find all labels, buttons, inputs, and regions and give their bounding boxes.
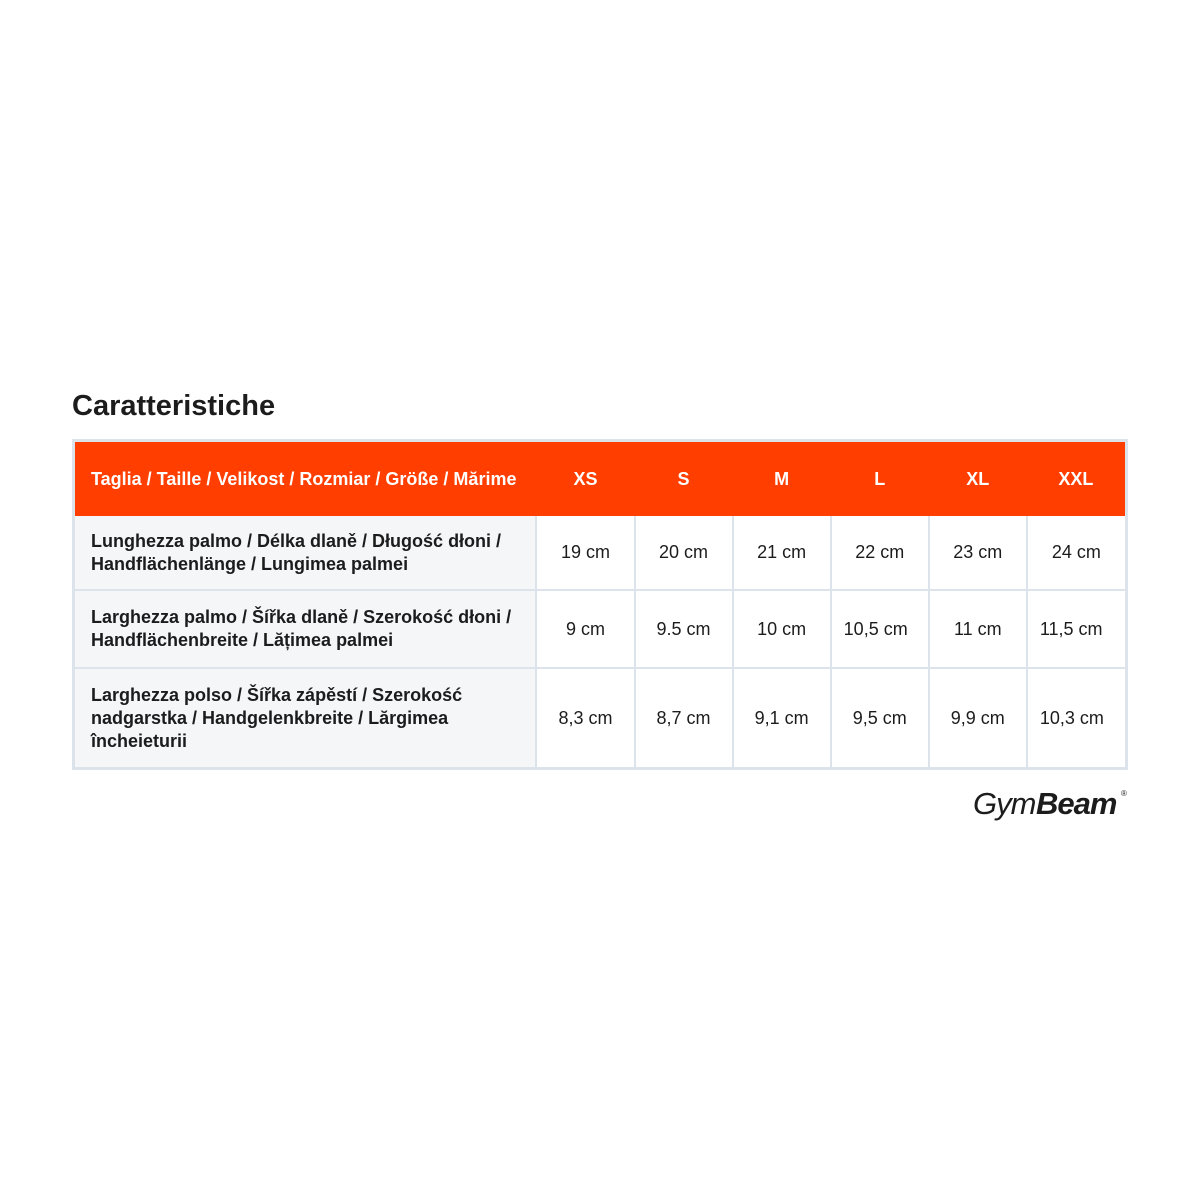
table-cell: 21 cm	[733, 516, 831, 590]
table-cell: 22 cm	[831, 516, 929, 590]
table-row	[75, 668, 1125, 767]
table-cell: 10,5 cm	[831, 590, 929, 668]
size-column-xl: XL	[929, 442, 1027, 516]
table-cell: 8,7 cm	[635, 668, 733, 767]
table-cell: 11 cm	[929, 590, 1027, 668]
registered-mark: ®	[1121, 789, 1127, 798]
row-label-palm-length: Lunghezza palmo / Délka dlaně / Długość dłoni / Handflächenlänge / Lungimea palmei	[75, 516, 536, 590]
table-cell: 20 cm	[635, 516, 733, 590]
gymbeam-logo	[972, 784, 1132, 824]
table-cell: 9,9 cm	[929, 668, 1027, 767]
table-cell: 9.5 cm	[635, 590, 733, 668]
row-label-wrist-width: Larghezza polso / Šířka zápěstí / Szerokość nadgarstka / Handgelenkbreite / Lărgimea încheieturii	[75, 668, 536, 767]
table-cell: 19 cm	[536, 516, 634, 590]
row-label-palm-width: Larghezza palmo / Šířka dlaně / Szerokość dłoni / Handflächenbreite / Lățimea palmei	[75, 590, 536, 668]
size-column-l: L	[831, 442, 929, 516]
size-column-s: S	[635, 442, 733, 516]
size-column-xs: XS	[536, 442, 634, 516]
table-cell: 9,1 cm	[733, 668, 831, 767]
table-cell: 10 cm	[733, 590, 831, 668]
table-cell: 9 cm	[536, 590, 634, 668]
size-chart-table	[72, 439, 1128, 770]
logo-text-bold: Beam	[1036, 786, 1117, 821]
table-row	[75, 590, 1125, 668]
table-cell: 8,3 cm	[536, 668, 634, 767]
table-cell: 11,5 cm	[1027, 590, 1125, 668]
table-header-row	[75, 442, 1125, 516]
table-cell: 23 cm	[929, 516, 1027, 590]
table-cell: 24 cm	[1027, 516, 1125, 590]
table-cell: 10,3 cm	[1027, 668, 1125, 767]
size-column-xxl: XXL	[1027, 442, 1125, 516]
table-cell: 9,5 cm	[831, 668, 929, 767]
logo-text-light: Gym	[973, 786, 1036, 821]
section-title: Caratteristiche	[72, 390, 276, 422]
table-row	[75, 516, 1125, 590]
size-header-label: Taglia / Taille / Velikost / Rozmiar / Größe / Mărime	[75, 442, 536, 516]
size-column-m: M	[733, 442, 831, 516]
